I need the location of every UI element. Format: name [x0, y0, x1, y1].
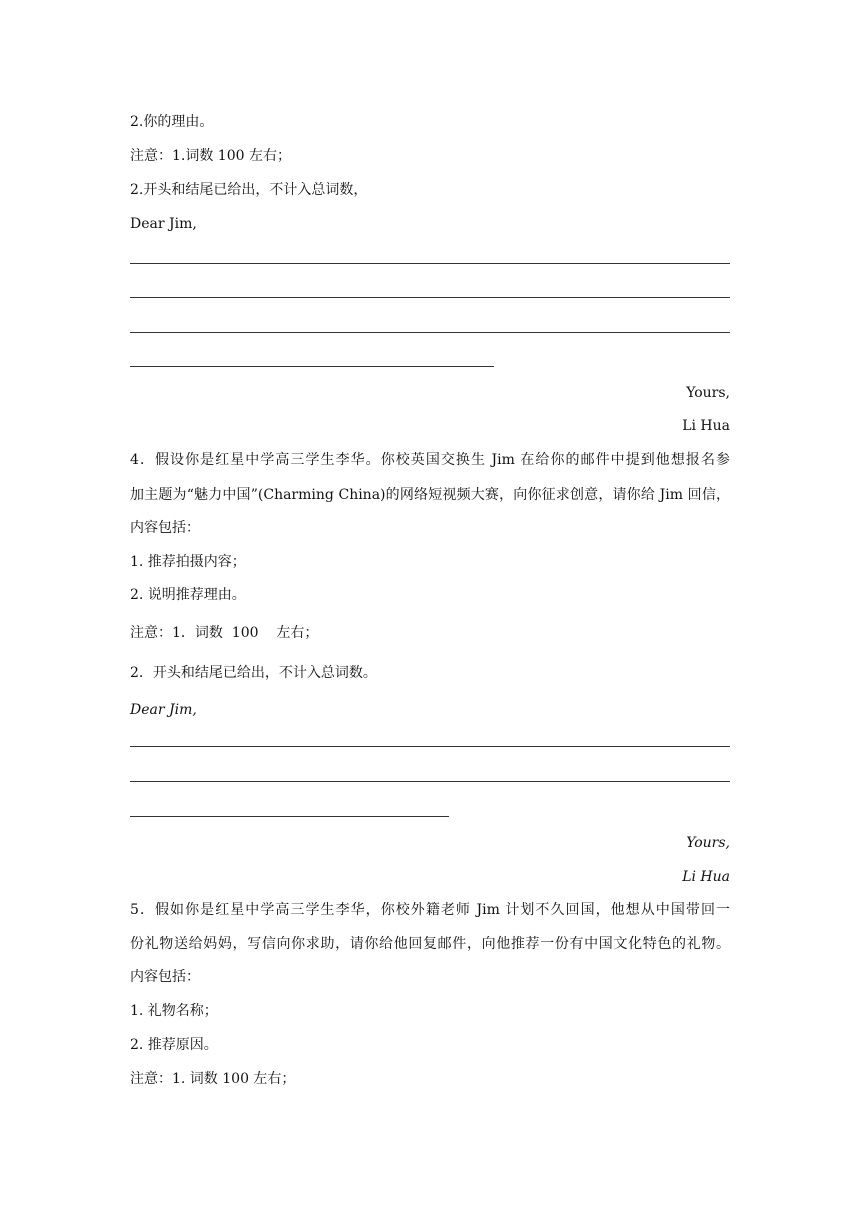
s4-note-word-count: 注意：1．词数 100 左右； [130, 625, 319, 641]
s4-closing: Yours, [686, 835, 730, 851]
s5-requirement-1: 1. 礼物名称； [130, 1003, 218, 1019]
s3-note-opening-closing: 2.开头和结尾已给出，不计入总词数， [130, 182, 368, 198]
s3-requirement-2: 2.你的理由。 [130, 114, 214, 130]
s4-prompt-line: 内容包括： [130, 520, 200, 536]
s3-note-word-count: 注意：1.词数 100 左右； [130, 148, 291, 164]
s3-greeting: Dear Jim, [130, 216, 197, 232]
answer-line [130, 816, 449, 817]
answer-line [130, 366, 494, 367]
s5-prompt-line: 份礼物送给妈妈，写信向你求助，请你给他回复邮件，向他推荐一份有中国文化特色的礼物。 [130, 936, 730, 952]
s4-signature: Li Hua [682, 869, 730, 885]
s4-prompt-line: 4．假设你是红星中学高三学生李华。你校英国交换生 Jim 在给你的邮件中提到他想报名参 [130, 452, 730, 468]
s4-note-opening-closing: 2．开头和结尾已给出，不计入总词数。 [130, 665, 377, 681]
answer-line [130, 781, 730, 782]
answer-line [130, 746, 730, 747]
s5-requirement-2: 2. 推荐原因。 [130, 1037, 218, 1053]
s5-prompt-line: 5．假如你是红星中学高三学生李华，你校外籍老师 Jim 计划不久回国，他想从中国带回一 [130, 902, 730, 918]
answer-line [130, 297, 730, 298]
answer-line [130, 332, 730, 333]
s4-greeting: Dear Jim, [130, 702, 197, 718]
s4-requirement-2: 2. 说明推荐理由。 [130, 587, 246, 603]
s5-note-word-count: 注意：1. 词数 100 左右； [130, 1071, 296, 1087]
s4-requirement-1: 1. 推荐拍摄内容； [130, 554, 246, 570]
s5-prompt-line: 内容包括： [130, 969, 200, 985]
s3-signature: Li Hua [682, 418, 730, 434]
answer-line [130, 263, 730, 264]
s4-prompt-line: 加主题为“魅力中国”(Charming China)的网络短视频大赛，向你征求创意，请你给 Jim 回信， [130, 487, 730, 503]
s3-closing: Yours, [686, 385, 730, 401]
